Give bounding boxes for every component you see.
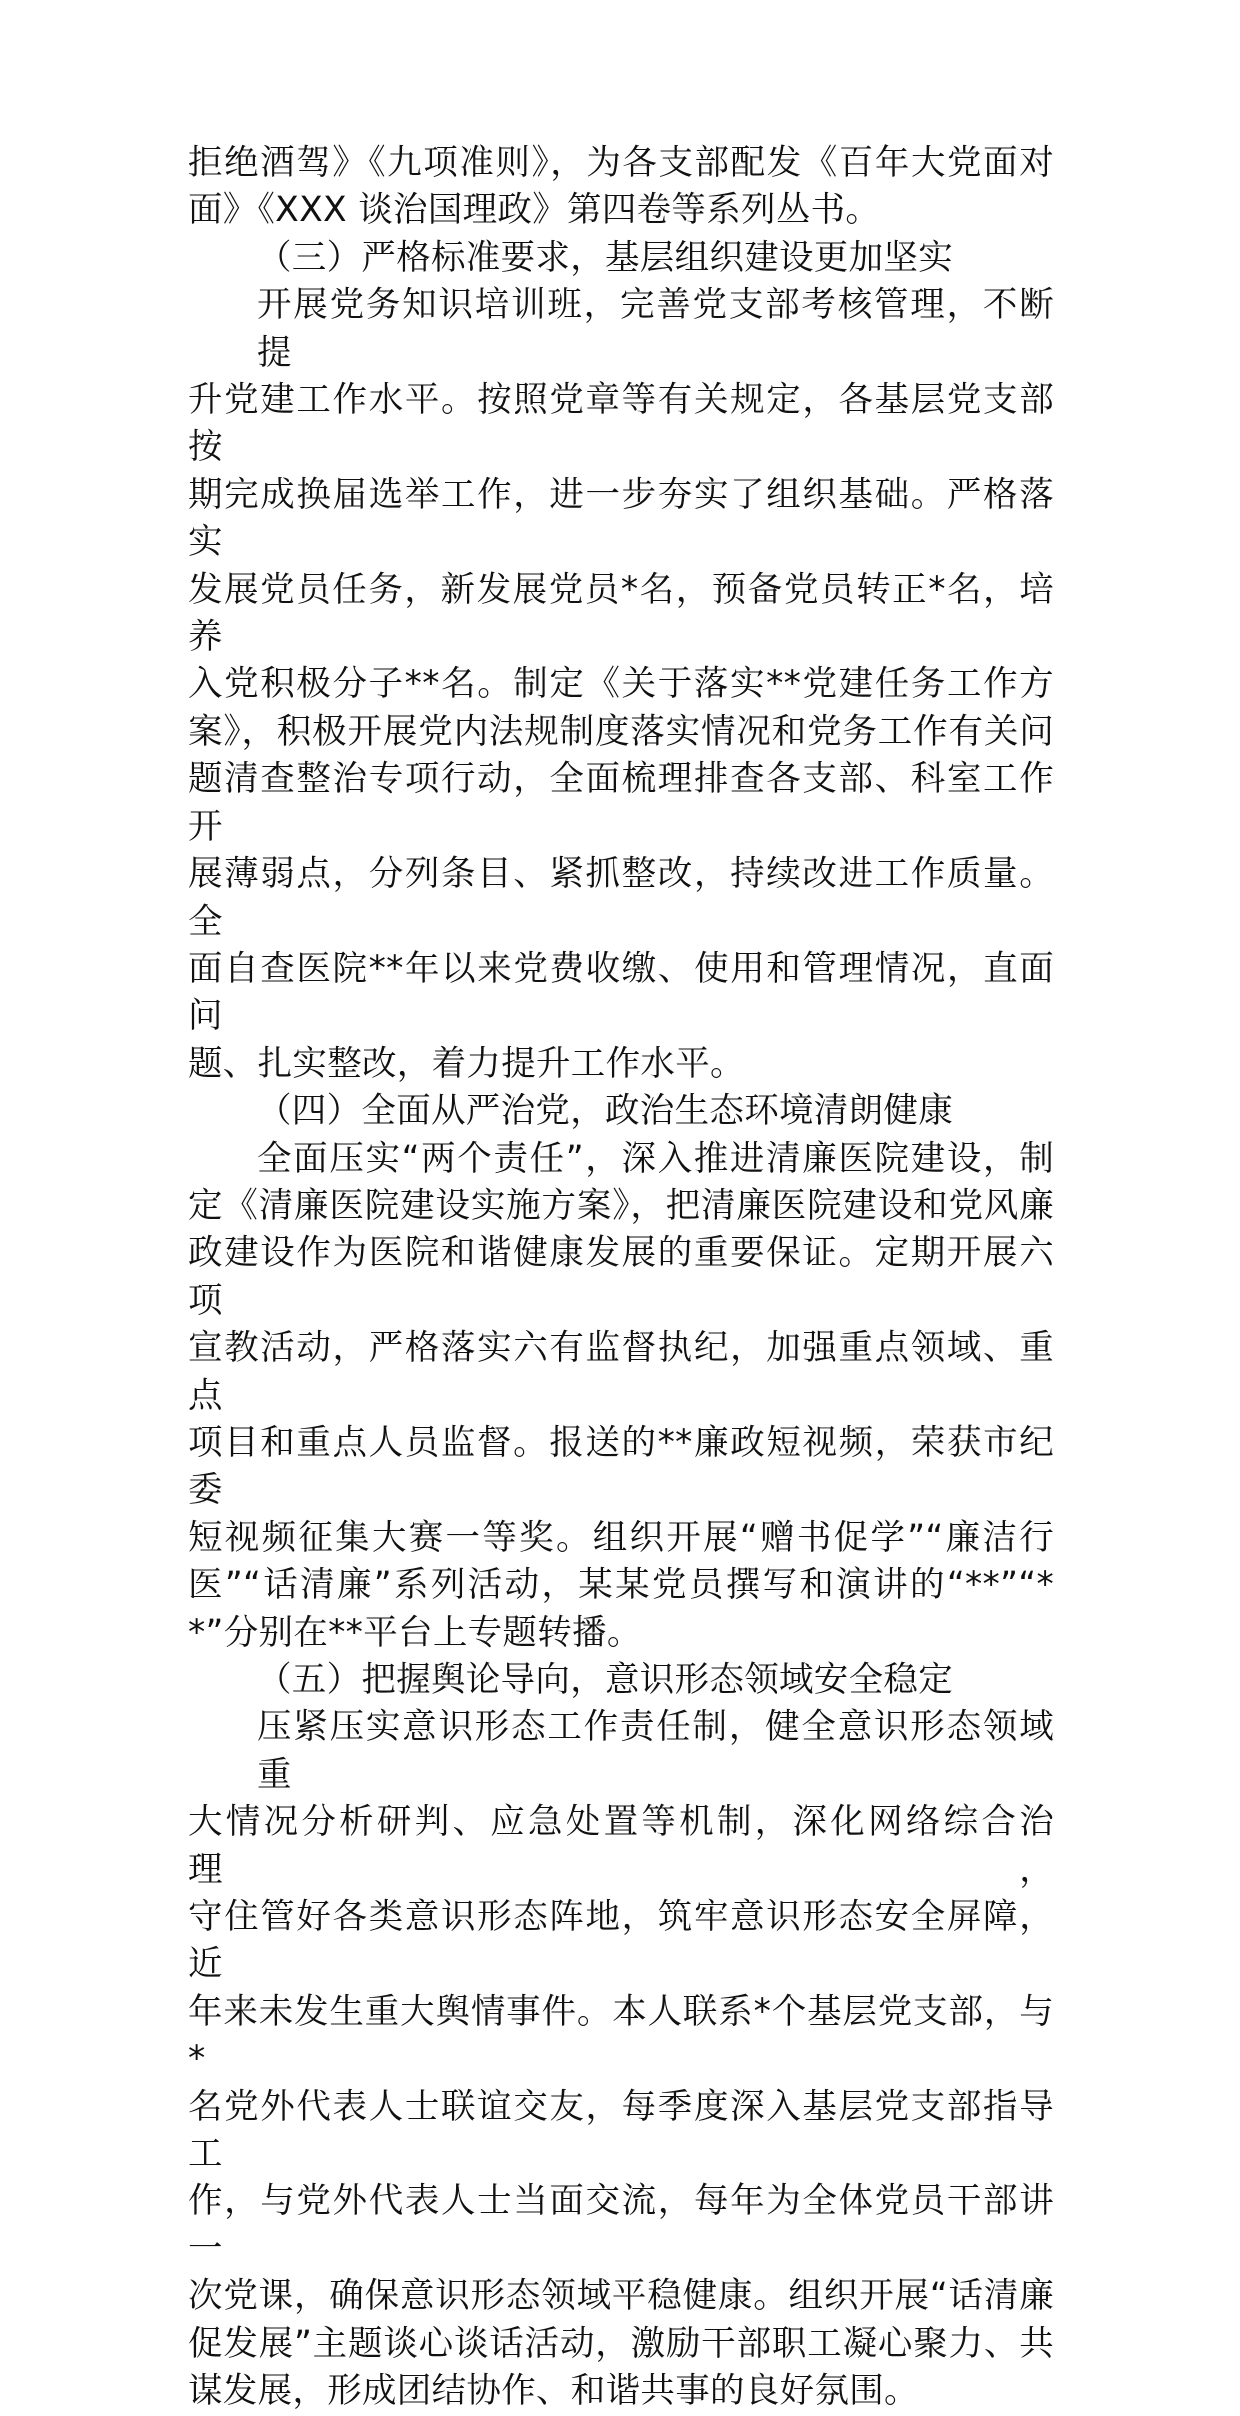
text-line: 促发展”主题谈心谈话活动，激励干部职工凝心聚力、共	[188, 2323, 1054, 2364]
section-3	[188, 235, 1054, 1088]
text-line: 案》，积极开展党内法规制度落实情况和党务工作有关问	[188, 711, 1054, 752]
continued-paragraph	[188, 140, 1054, 235]
text-line: 政建设作为医院和谐健康发展的重要保证。定期开展六项	[188, 1233, 1054, 1321]
text-line: 压紧压实意识形态工作责任制，健全意识形态领域重	[257, 1707, 1054, 1795]
text-line: *”分别在**平台上专题转播。	[188, 1612, 642, 1653]
text-line: 拒绝酒驾》《九项准则》，为各支部配发《百年大党面对	[188, 143, 1054, 183]
text-line: 守住管好各类意识形态阵地，筑牢意识形态安全屏障，近	[188, 1897, 1054, 1985]
section-heading: （四）全面从严治党，政治生态环境清朗健康	[257, 1091, 953, 1132]
text-line: 展薄弱点，分列条目、紧抓整改，持续改进工作质量。全	[188, 854, 1054, 942]
section-heading: （三）严格标准要求，基层组织建设更加坚实	[257, 237, 953, 278]
text-line: 发展党员任务，新发展党员*名，预备党员转正*名，培养	[188, 569, 1054, 658]
text-line: 开展党务知识培训班，完善党支部考核管理，不断提	[257, 285, 1054, 373]
text-line: 作，与党外代表人士当面交流，每年为全体党员干部讲一	[188, 2181, 1054, 2269]
text-line: 面》《XXX 谈治国理政》第四卷等系列丛书。	[188, 190, 881, 231]
text-line: 升党建工作水平。按照党章等有关规定，各基层党支部按	[188, 380, 1054, 468]
text-line: 名党外代表人士联谊交友，每季度深入基层党支部指导工	[188, 2086, 1054, 2175]
text-line: 题、扎实整改，着力提升工作水平。	[188, 1043, 745, 1084]
text-line: 面自查医院**年以来党费收缴、使用和管理情况，直面问	[188, 948, 1054, 1037]
document-page	[188, 140, 1054, 2416]
section-4	[188, 1088, 1054, 1657]
text-line: 次党课，确保意识形态领域平稳健康。组织开展“话清廉	[188, 2276, 1054, 2317]
text-line: 年来未发生重大舆情事件。本人联系*个基层党支部，与*	[188, 1991, 1054, 2080]
text-line: 题清查整治专项行动，全面梳理排查各支部、科室工作开	[188, 759, 1054, 847]
text-line: 短视频征集大赛一等奖。组织开展“赠书促学”“廉洁行	[188, 1517, 1054, 1558]
text-line: 宣教活动，严格落实六有监督执纪，加强重点领域、重点	[188, 1328, 1054, 1416]
text-line: 项目和重点人员监督。报送的**廉政短视频，荣获市纪委	[188, 1422, 1054, 1511]
text-line: 大情况分析研判、应急处置等机制，深化网络综合治理，	[188, 1802, 1054, 1890]
section-5	[188, 1657, 1054, 2416]
section-heading: （五）把握舆论导向，意识形态领域安全稳定	[257, 1660, 953, 1700]
text-line: 入党积极分子**名。制定《关于落实**党建任务工作方	[188, 664, 1054, 705]
text-line: 期完成换届选举工作，进一步夯实了组织基础。严格落实	[188, 474, 1054, 563]
text-line: 谋发展，形成团结协作、和谐共事的良好氛围。	[188, 2371, 919, 2412]
text-line: 医”“话清廉”系列活动，某某党员撰写和演讲的“**”“*	[188, 1565, 1054, 1606]
section-paragraph	[188, 1136, 1054, 1657]
section-paragraph	[188, 282, 1054, 1088]
text-line: 全面压实“两个责任”，深入推进清廉医院建设，制	[257, 1138, 1054, 1179]
section-paragraph	[188, 1704, 1054, 2415]
text-line: 定《清廉医院建设实施方案》，把清廉医院建设和党风廉	[188, 1185, 1054, 1226]
